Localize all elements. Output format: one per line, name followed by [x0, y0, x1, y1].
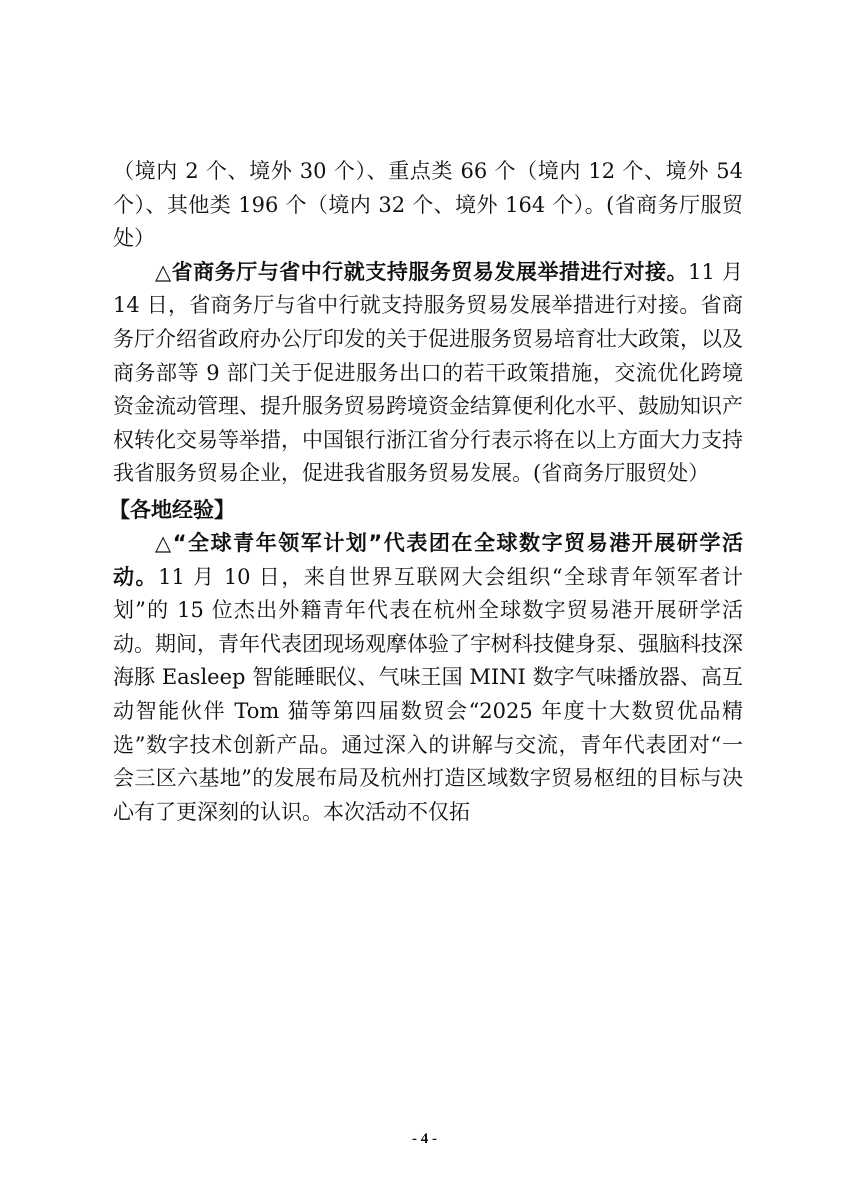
news-item-body: 11 月 14 日，省商务厅与省中行就支持服务贸易发展举措进行对接。省商务厅介绍省政府办公厅印发的关于促进服务贸易培育壮大政策，以及商务部等 9 部门关于促进服务出口的若干政策措施，交流优化跨境资金流动管理、提升服务贸易跨境资金结算便利化水平、鼓励知识产权转化交易等举措，中国银行浙江省分行表示将在以上方面大力支持我省服务贸易企业，促进我省服务贸易发展。(省商务厅服贸处）	[113, 259, 743, 486]
paragraph-continued: （境内 2 个、境外 30 个）、重点类 66 个（境内 12 个、境外 54 个）、其他类 196 个（境内 32 个、境外 164 个）。(省商务厅服贸处）	[113, 159, 743, 251]
section-heading-local-experience: 【各地经验】	[109, 497, 235, 522]
news-item-youth-delegation	[113, 527, 743, 829]
news-item-body: 11 月 10 日，来自世界互联网大会组织“全球青年领军者计划”的 15 位杰出外籍青年代表在杭州全球数字贸易港开展研学活动。期间，青年代表团现场观摩体验了宇树科技健身泵、强脑科技深海豚 Easleep 智能睡眠仪、气味王国 MINI 数字气味播放器、高互动智能伙伴 Tom 猫等第四届数贸会“2025 年度十大数贸优品精选”数字技术创新产品。通过深入的讲解与交流，青年代表团对“一会三区六基地”的发展布局及杭州打造区域数字贸易枢纽的目标与决心有了更深刻的认识。本次活动不仅拓	[113, 564, 744, 824]
page-number: - 4 -	[412, 1131, 437, 1147]
news-item-title: △省商务厅与省中行就支持服务贸易发展举措进行对接。	[155, 259, 689, 284]
news-item-bank-docking	[113, 256, 743, 491]
document-body	[109, 155, 744, 829]
news-item-title: △“全球青年领军计划”代表团在全球数字贸易港开展研学活动。	[113, 530, 743, 589]
